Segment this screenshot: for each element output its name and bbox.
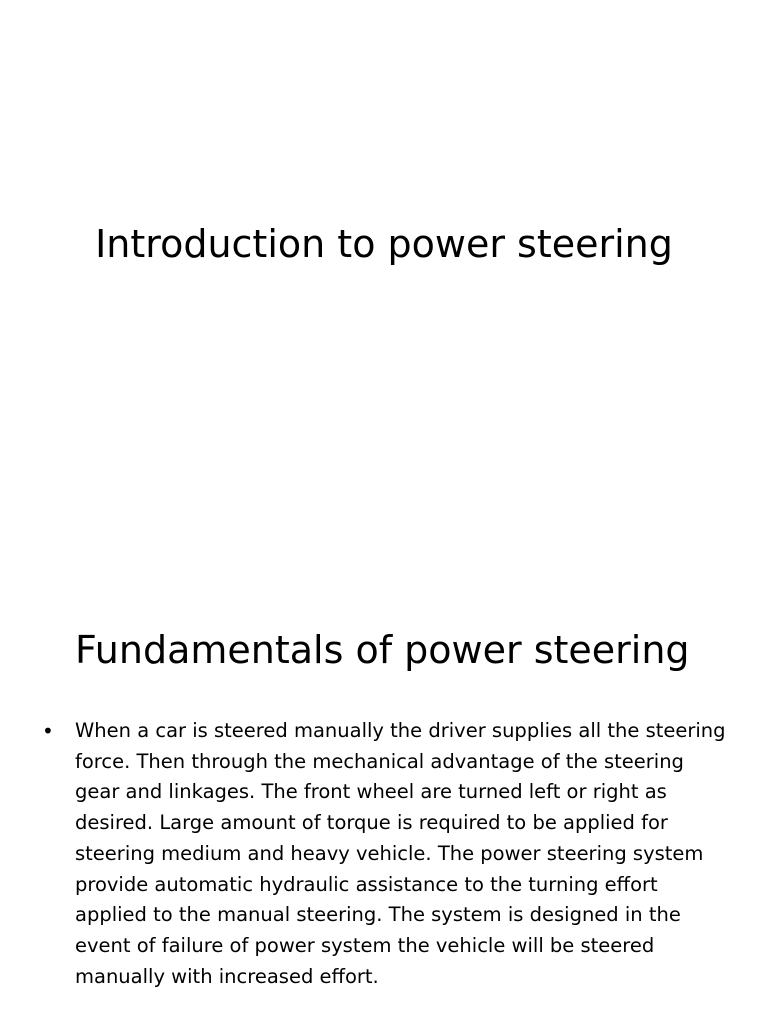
bullet-dot-icon: • <box>42 719 54 743</box>
section-heading: Fundamentals of power steering <box>75 628 690 672</box>
bullet-text: When a car is steered manually the driver supplies all the steering force. Then through the mechanical advantage of the steering gear and linkages. The front wheel are turned left or right as desired. Large amount of torque is required to be applied for steering medium and heavy vehicle. The power steering system provide automatic hydraulic assistance to the turning effort applied to the manual steering. The system is designed in the event of failure of power system the vehicle will be steered manually with increased effort. <box>75 719 726 988</box>
bullet-list <box>0 716 768 992</box>
slide-title: Introduction to power steering <box>95 222 673 266</box>
bullet-item <box>0 716 768 992</box>
